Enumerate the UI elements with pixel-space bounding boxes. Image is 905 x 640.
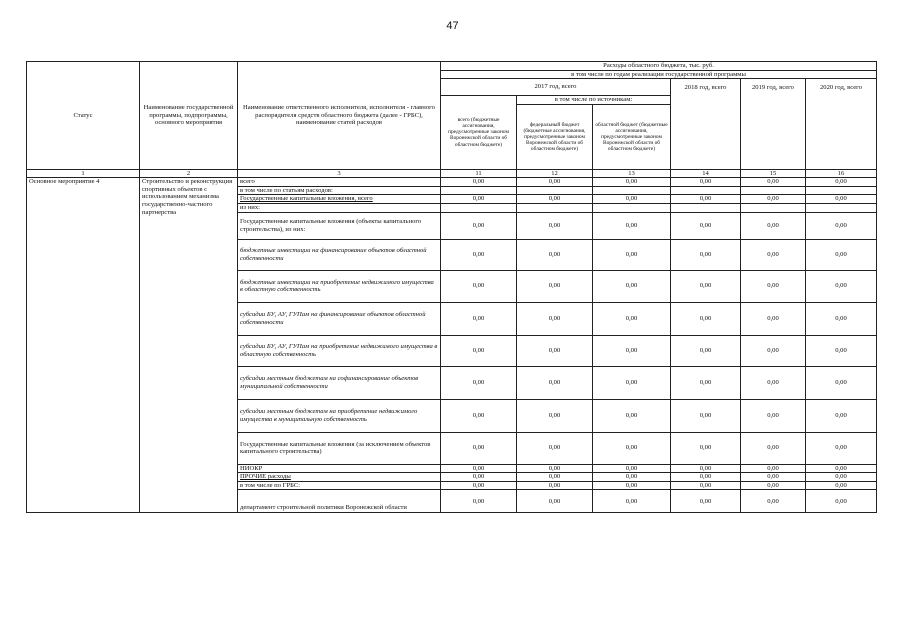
value-cell: 0,00 [671,270,741,302]
value-cell: 0,00 [806,270,877,302]
value-cell: 0,00 [517,366,593,399]
value-cell: 0,00 [806,212,877,239]
value-cell: 0,00 [671,432,741,464]
value-cell: 0,00 [517,302,593,335]
value-cell: 0,00 [671,473,741,482]
value-cell: 0,00 [593,178,671,187]
value-cell [593,204,671,213]
value-cell: 0,00 [671,178,741,187]
value-cell [741,186,806,195]
col-num: 12 [517,169,593,178]
value-cell: 0,00 [441,399,517,432]
value-cell: 0,00 [741,399,806,432]
value-cell: 0,00 [741,490,806,513]
header-regional-col: областной бюджет (бюджетные ассигнования, предусмотренные законом Воронежской области об областном бюджете) [593,104,671,169]
value-cell: 0,00 [593,239,671,270]
page-number: 47 [446,20,459,32]
header-program: Наименование государственной программы, подпрограммы, основного мероприятия [140,62,238,170]
value-cell: 0,00 [806,481,877,490]
value-cell: 0,00 [741,302,806,335]
value-cell: 0,00 [741,464,806,473]
value-cell: 0,00 [741,473,806,482]
header-year-2019: 2019 год, всего [741,79,806,170]
row-label: в том числе по ГРБС: [238,481,441,490]
header-expenses: Расходы областного бюджета, тыс. руб. [441,62,877,71]
value-cell: 0,00 [517,432,593,464]
budget-table [26,61,877,513]
value-cell: 0,00 [741,481,806,490]
value-cell: 0,00 [517,212,593,239]
value-cell: 0,00 [593,335,671,366]
header-year-2020: 2020 год, всего [806,79,877,170]
header-year-2017: 2017 год, всего [441,79,671,96]
row-label: субсидии БУ, АУ, ГУПам на финансирование объектов областной собственности [238,302,441,335]
value-cell: 0,00 [593,432,671,464]
value-cell [806,204,877,213]
value-cell: 0,00 [806,464,877,473]
value-cell [741,204,806,213]
col-num: 1 [27,169,140,178]
value-cell: 0,00 [671,464,741,473]
program-cell: Строительство и реконструкция спортивных объектов с использованием механизма государственно-частного партнерства [140,178,238,513]
value-cell: 0,00 [741,335,806,366]
value-cell: 0,00 [593,399,671,432]
header-federal-col: федеральный бюджет (бюджетные ассигнования, предусмотренные законом Воронежской области об областном бюджете) [517,104,593,169]
col-num: 13 [593,169,671,178]
value-cell: 0,00 [593,464,671,473]
value-cell: 0,00 [671,239,741,270]
value-cell [593,186,671,195]
value-cell: 0,00 [517,399,593,432]
row-label: субсидии БУ, АУ, ГУПам на приобретение недвижимого имущества в областную собственность [238,335,441,366]
value-cell: 0,00 [671,212,741,239]
value-cell: 0,00 [441,335,517,366]
value-cell: 0,00 [593,302,671,335]
value-cell: 0,00 [593,270,671,302]
value-cell: 0,00 [671,481,741,490]
value-cell: 0,00 [671,335,741,366]
value-cell: 0,00 [441,195,517,204]
value-cell: 0,00 [441,473,517,482]
col-num: 16 [806,169,877,178]
value-cell [806,186,877,195]
status-cell: Основное мероприятие 4 [27,178,140,513]
header-by-sources: в том числе по источникам: [517,96,671,105]
value-cell: 0,00 [441,270,517,302]
row-label: Государственные капитальные вложения, всего [238,195,441,204]
value-cell: 0,00 [806,399,877,432]
value-cell: 0,00 [441,178,517,187]
row-label: субсидии местным бюджетам на софинансирование объектов муниципальной собственности [238,366,441,399]
value-cell: 0,00 [441,432,517,464]
value-cell: 0,00 [741,432,806,464]
value-cell: 0,00 [517,239,593,270]
row-label: в том числе по статьям расходов: [238,186,441,195]
col-num: 15 [741,169,806,178]
value-cell: 0,00 [671,399,741,432]
row-label: Государственные капитальные вложения (за исключением объектов капитального строительства) [238,432,441,464]
header-total-col: всего (бюджетные ассигнования, предусмотренные законом Воронежской области об областном бюджете) [441,96,517,170]
value-cell: 0,00 [741,178,806,187]
value-cell: 0,00 [441,239,517,270]
header-executor: Наименование ответственного исполнителя, исполнителя - главного распорядителя средств областного бюджета (далее - ГРБС), наименование статей расходов [238,62,441,170]
value-cell [517,186,593,195]
value-cell: 0,00 [806,195,877,204]
value-cell: 0,00 [806,302,877,335]
header-by-years: в том числе по годам реализации государственной программы [441,70,877,79]
col-num: 2 [140,169,238,178]
value-cell [671,186,741,195]
col-num: 11 [441,169,517,178]
value-cell: 0,00 [517,464,593,473]
value-cell: 0,00 [517,335,593,366]
value-cell: 0,00 [441,302,517,335]
row-label: бюджетные инвестиции на финансирование объектов областной собственности [238,239,441,270]
value-cell: 0,00 [593,212,671,239]
value-cell: 0,00 [517,178,593,187]
value-cell: 0,00 [441,366,517,399]
value-cell: 0,00 [441,464,517,473]
value-cell: 0,00 [671,490,741,513]
value-cell [441,186,517,195]
value-cell: 0,00 [671,302,741,335]
value-cell: 0,00 [593,490,671,513]
value-cell: 0,00 [671,195,741,204]
table-row [27,178,877,187]
value-cell: 0,00 [517,481,593,490]
value-cell: 0,00 [806,366,877,399]
value-cell: 0,00 [806,335,877,366]
row-label: департамент строительной политики Воронежской области [238,490,441,513]
row-label: НИОКР [238,464,441,473]
header-status: Статус [27,62,140,170]
value-cell [517,204,593,213]
value-cell: 0,00 [517,473,593,482]
value-cell: 0,00 [806,432,877,464]
value-cell: 0,00 [741,270,806,302]
value-cell: 0,00 [741,212,806,239]
row-label: субсидии местным бюджетам на приобретение недвижимого имущества в муниципальную собственность [238,399,441,432]
row-label: бюджетные инвестиции на приобретение недвижимого имущества в областную собственность [238,270,441,302]
value-cell: 0,00 [517,195,593,204]
value-cell: 0,00 [806,490,877,513]
value-cell: 0,00 [806,473,877,482]
value-cell: 0,00 [741,195,806,204]
value-cell: 0,00 [806,178,877,187]
value-cell: 0,00 [441,212,517,239]
value-cell: 0,00 [593,473,671,482]
value-cell: 0,00 [593,481,671,490]
value-cell: 0,00 [806,239,877,270]
value-cell: 0,00 [593,366,671,399]
row-label: из них: [238,204,441,213]
row-label: Государственные капитальные вложения (объекты капитального строительства), из них: [238,212,441,239]
value-cell [441,204,517,213]
value-cell: 0,00 [671,366,741,399]
col-num: 14 [671,169,741,178]
value-cell: 0,00 [593,195,671,204]
value-cell: 0,00 [517,270,593,302]
value-cell: 0,00 [741,239,806,270]
row-label: ПРОЧИЕ расходы [238,473,441,482]
col-num: 3 [238,169,441,178]
value-cell: 0,00 [441,481,517,490]
value-cell: 0,00 [741,366,806,399]
value-cell: 0,00 [441,490,517,513]
row-label: всего [238,178,441,187]
header-year-2018: 2018 год, всего [671,79,741,170]
value-cell: 0,00 [517,490,593,513]
value-cell [671,204,741,213]
